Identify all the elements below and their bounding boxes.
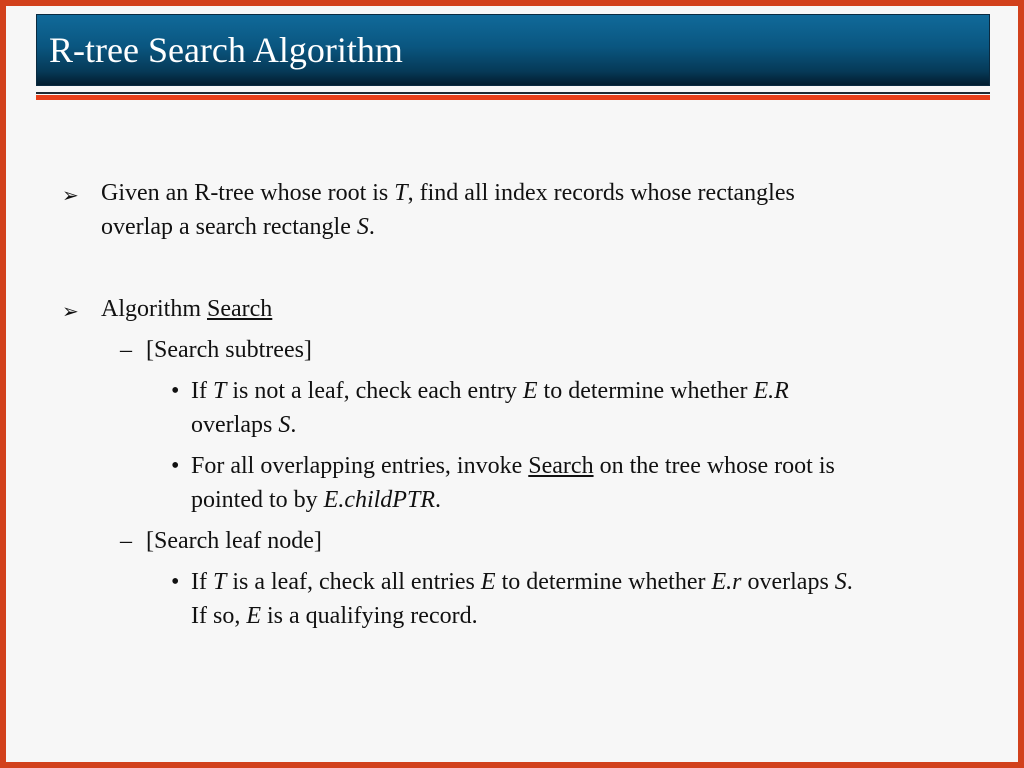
dot-marker: • bbox=[171, 453, 180, 479]
subtree-item-2-line-2: pointed to by E.childPTR. bbox=[191, 487, 441, 513]
subtree-item-1-line-2: overlaps S. bbox=[191, 412, 297, 438]
leaf-item-1-line-2: If so, E is a qualifying record. bbox=[191, 603, 478, 629]
dash-marker: – bbox=[120, 337, 132, 363]
bullet-1-line-2: overlap a search rectangle S. bbox=[101, 214, 375, 240]
bullet-2-line: Algorithm Search bbox=[101, 296, 273, 322]
search-link[interactable]: Search bbox=[207, 296, 273, 322]
subtree-item-1-line-1: If T is not a leaf, check each entry E to determine whether E.R bbox=[191, 378, 789, 404]
slide-content bbox=[6, 6, 1018, 762]
slide-title: R-tree Search Algorithm bbox=[49, 30, 403, 70]
bullet-1-line-1: Given an R-tree whose root is T, find all index records whose rectangles bbox=[101, 180, 795, 206]
subtree-item-2-line-1: For all overlapping entries, invoke Search on the tree whose root is bbox=[191, 453, 835, 479]
sub-item-search-subtrees: [Search subtrees] bbox=[146, 337, 312, 363]
dash-marker: – bbox=[120, 528, 132, 554]
sub-item-search-leaf-node: [Search leaf node] bbox=[146, 528, 322, 554]
search-link[interactable]: Search bbox=[528, 453, 594, 479]
arrow-bullet-icon: ➢ bbox=[62, 183, 79, 207]
leaf-item-1-line-1: If T is a leaf, check all entries E to determine whether E.r overlaps S. bbox=[191, 569, 853, 595]
dot-marker: • bbox=[171, 378, 180, 404]
dot-marker: • bbox=[171, 569, 180, 595]
arrow-bullet-icon: ➢ bbox=[62, 299, 79, 323]
